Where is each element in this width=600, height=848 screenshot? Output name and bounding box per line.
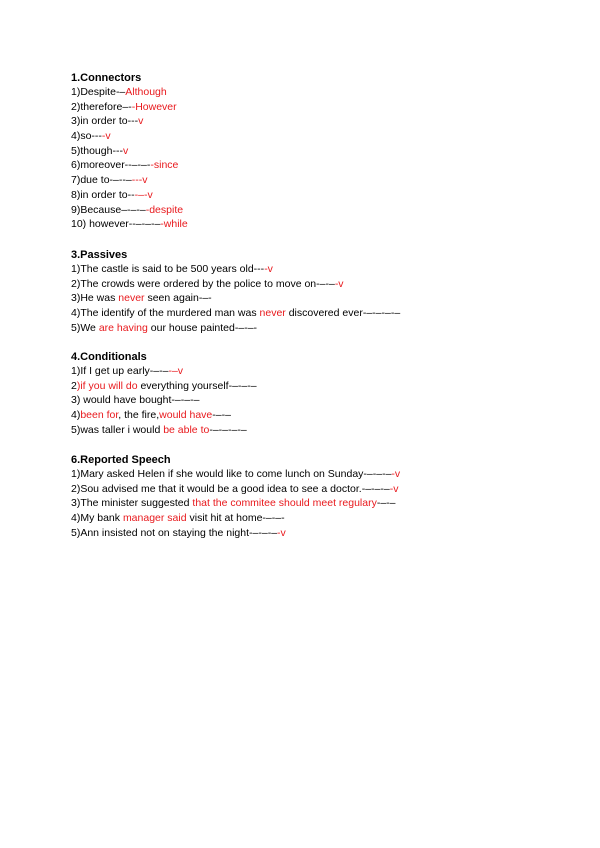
answer-text: seen again-–-: [144, 292, 212, 305]
answer-text: 7)due to-–--–: [71, 174, 132, 187]
section-title: 6.Reported Speech: [71, 454, 171, 466]
answer-line: [71, 511, 591, 526]
answer-list: [71, 85, 591, 232]
answer-line: [71, 114, 591, 129]
answer-text: 1)The castle is said to be 500 years old---: [71, 263, 265, 275]
marked-answer-text: -v: [391, 468, 401, 480]
answer-line: [71, 158, 591, 173]
answer-text: visit hit at home-–-–-: [186, 512, 285, 525]
answer-list: [71, 262, 591, 335]
answer-text: -–-–: [376, 497, 396, 510]
marked-answer-text: -–-v: [134, 188, 153, 201]
section-passives: [71, 248, 591, 335]
section-title: 4.Conditionals: [71, 351, 147, 363]
marked-answer-text: never: [118, 292, 145, 305]
answer-text: everything yourself-–-–-–: [137, 379, 257, 392]
answer-text: 2: [71, 379, 77, 392]
answer-text: 10) however--–-–-–: [71, 218, 161, 231]
answer-line: [71, 364, 591, 379]
answer-line: [71, 526, 591, 541]
answer-line: [71, 217, 591, 232]
marked-answer-text: never: [259, 307, 286, 320]
answer-text: 3)The minister suggested: [71, 497, 193, 510]
answer-line: [71, 423, 591, 438]
marked-answer-text: are having: [98, 321, 148, 334]
answer-line: [71, 262, 591, 277]
answer-text: 5)Ann insisted not on staying the night-–-–-–: [71, 526, 278, 539]
answer-text: 1)Despite-–: [71, 86, 126, 98]
section-conditionals: [71, 350, 591, 437]
marked-answer-text: v: [122, 144, 129, 157]
marked-answer-text: manager said: [122, 512, 187, 525]
answer-line: [71, 482, 591, 497]
marked-answer-text: -despite: [145, 203, 184, 216]
answer-text: 6)moreover--–-–-: [71, 159, 151, 172]
answer-text: 9)Because–-–-–: [71, 203, 146, 216]
answer-text: 3)in order to---: [71, 115, 139, 128]
answer-text: -–-–-–-–: [209, 423, 247, 436]
section-connectors: [71, 71, 591, 232]
answer-line: [71, 85, 591, 100]
answer-text: our house painted-–-–-: [147, 321, 258, 334]
answer-text: 4): [71, 409, 81, 422]
answer-text: 1)If I get up early-–-–: [71, 365, 169, 377]
answer-line: [71, 496, 591, 511]
marked-answer-text: been for: [80, 409, 119, 422]
answer-line: [71, 291, 591, 306]
answer-line: [71, 129, 591, 144]
answer-line: [71, 173, 591, 188]
marked-answer-text: -–v: [168, 365, 184, 377]
answer-line: [71, 100, 591, 115]
answer-text: 1)Mary asked Helen if she would like to come lunch on Sunday-–-–-–: [71, 468, 392, 480]
answer-text: 4)The identify of the murdered man was: [71, 307, 260, 320]
marked-answer-text: -v: [334, 277, 344, 290]
answer-text: -–-–: [212, 409, 231, 422]
answer-text: 4)so---: [71, 130, 102, 143]
marked-answer-text: be able to: [163, 423, 210, 436]
marked-answer-text: )if you will do: [76, 379, 138, 392]
section-title: 1.Connectors: [71, 72, 142, 84]
marked-answer-text: -v: [264, 263, 273, 275]
marked-answer-text: -However: [131, 100, 177, 113]
answer-text: discovered ever-–-–-–-–: [285, 307, 401, 320]
answer-line: [71, 393, 591, 408]
answer-line: [71, 379, 591, 394]
marked-answer-text: Although: [125, 86, 167, 98]
answer-text: , the fire,: [118, 409, 160, 422]
answer-text: 4)My bank: [71, 512, 123, 525]
answer-text: 8)in order to--: [71, 188, 135, 201]
section-title: 3.Passives: [71, 249, 128, 261]
section-reported-speech: [71, 453, 591, 540]
marked-answer-text: that the commitee should meet regulary: [192, 497, 377, 510]
answer-text: 3) would have bought-–-–-–: [71, 394, 200, 407]
marked-answer-text: would have: [159, 409, 213, 422]
marked-answer-text: ---v: [131, 174, 148, 187]
answer-text: 5)We: [71, 321, 99, 334]
answer-line: [71, 306, 591, 321]
answer-line: [71, 188, 591, 203]
marked-answer-text: -v: [277, 526, 286, 539]
answer-text: 5)was taller i would: [71, 423, 164, 436]
answer-line: [71, 144, 591, 159]
answer-text: 2)The crowds were ordered by the police to move on-–-–: [71, 277, 335, 290]
answer-text: 2)therefore–-: [71, 100, 132, 113]
answer-list: [71, 364, 591, 437]
marked-answer-text: -since: [150, 159, 179, 172]
marked-answer-text: -v: [101, 130, 111, 143]
marked-answer-text: v: [138, 115, 144, 128]
answer-text: 2)Sou advised me that it would be a good idea to see a doctor.-–-–-–: [71, 482, 390, 495]
answer-line: [71, 408, 591, 423]
answer-line: [71, 467, 591, 482]
answer-text: 3)He was: [71, 292, 119, 305]
marked-answer-text: -while: [160, 218, 188, 231]
answer-line: [71, 277, 591, 292]
answer-list: [71, 467, 591, 540]
answer-line: [71, 321, 591, 336]
answer-line: [71, 203, 591, 218]
answer-text: 5)though---: [71, 144, 123, 157]
marked-answer-text: -v: [389, 482, 399, 495]
